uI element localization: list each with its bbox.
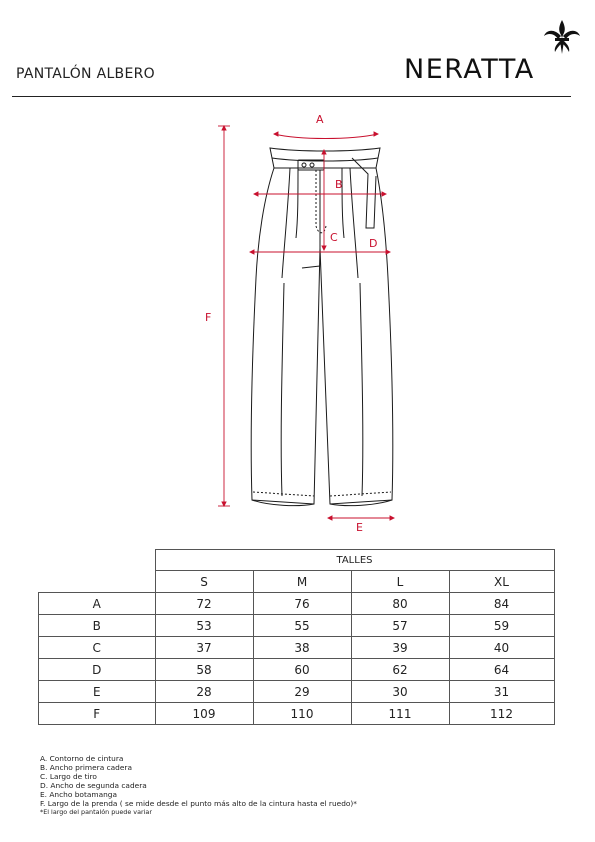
legend-item: E. Ancho botamanga (40, 790, 117, 799)
legend-item: F. Largo de la prenda ( se mide desde el punto más alto de la cintura hasta el ruedo)* (40, 799, 357, 808)
size-header-l: L (351, 571, 449, 593)
dim-label-e: E (356, 521, 363, 534)
row-label: E (39, 681, 156, 703)
row-label: B (39, 615, 156, 637)
table-group-header: TALLES (155, 550, 554, 571)
row-label: D (39, 659, 156, 681)
table-row (39, 703, 555, 725)
dim-label-d: D (369, 237, 378, 250)
table-cell: 55 (253, 615, 351, 637)
table-cell: 84 (449, 593, 554, 615)
row-label: F (39, 703, 156, 725)
table-cell: 60 (253, 659, 351, 681)
dim-label-b: B (335, 178, 343, 191)
table-row (39, 637, 555, 659)
table-cell: 110 (253, 703, 351, 725)
table-cell: 111 (351, 703, 449, 725)
table-cell: 72 (155, 593, 253, 615)
table-cell: 29 (253, 681, 351, 703)
table-cell: 37 (155, 637, 253, 659)
table-row (39, 615, 555, 637)
dim-label-f: F (205, 311, 212, 324)
table-cell: 31 (449, 681, 554, 703)
legend-note: *El largo del pantalón puede variar (40, 808, 152, 816)
table-cell: 38 (253, 637, 351, 659)
table-row (39, 593, 555, 615)
table-cell: 28 (155, 681, 253, 703)
size-table (38, 549, 555, 725)
table-cell: 57 (351, 615, 449, 637)
table-cell: 53 (155, 615, 253, 637)
header-divider (12, 96, 571, 97)
fleur-de-lis-icon (540, 18, 584, 56)
dim-label-c: C (330, 231, 338, 244)
legend-item: C. Largo de tiro (40, 772, 97, 781)
table-cell: 58 (155, 659, 253, 681)
brand-logo: NERATTA (404, 54, 535, 85)
table-cell: 80 (351, 593, 449, 615)
size-header-s: S (155, 571, 253, 593)
legend-item: A. Contorno de cintura (40, 754, 124, 763)
table-cell: 59 (449, 615, 554, 637)
page-title: PANTALÓN ALBERO (16, 66, 155, 82)
table-cell: 76 (253, 593, 351, 615)
table-row (39, 659, 555, 681)
size-header-m: M (253, 571, 351, 593)
table-cell: 40 (449, 637, 554, 659)
row-label: C (39, 637, 156, 659)
table-cell: 39 (351, 637, 449, 659)
row-label: A (39, 593, 156, 615)
size-header-xl: XL (449, 571, 554, 593)
legend-item: D. Ancho de segunda cadera (40, 781, 147, 790)
legend-item: B. Ancho primera cadera (40, 763, 132, 772)
pants-outline (251, 168, 393, 504)
table-cell: 109 (155, 703, 253, 725)
dim-label-a: A (316, 113, 324, 126)
table-cell: 62 (351, 659, 449, 681)
pants-diagram (190, 108, 410, 538)
table-row (39, 681, 555, 703)
table-cell: 64 (449, 659, 554, 681)
table-cell: 112 (449, 703, 554, 725)
table-cell: 30 (351, 681, 449, 703)
measurement-legend (40, 754, 357, 817)
